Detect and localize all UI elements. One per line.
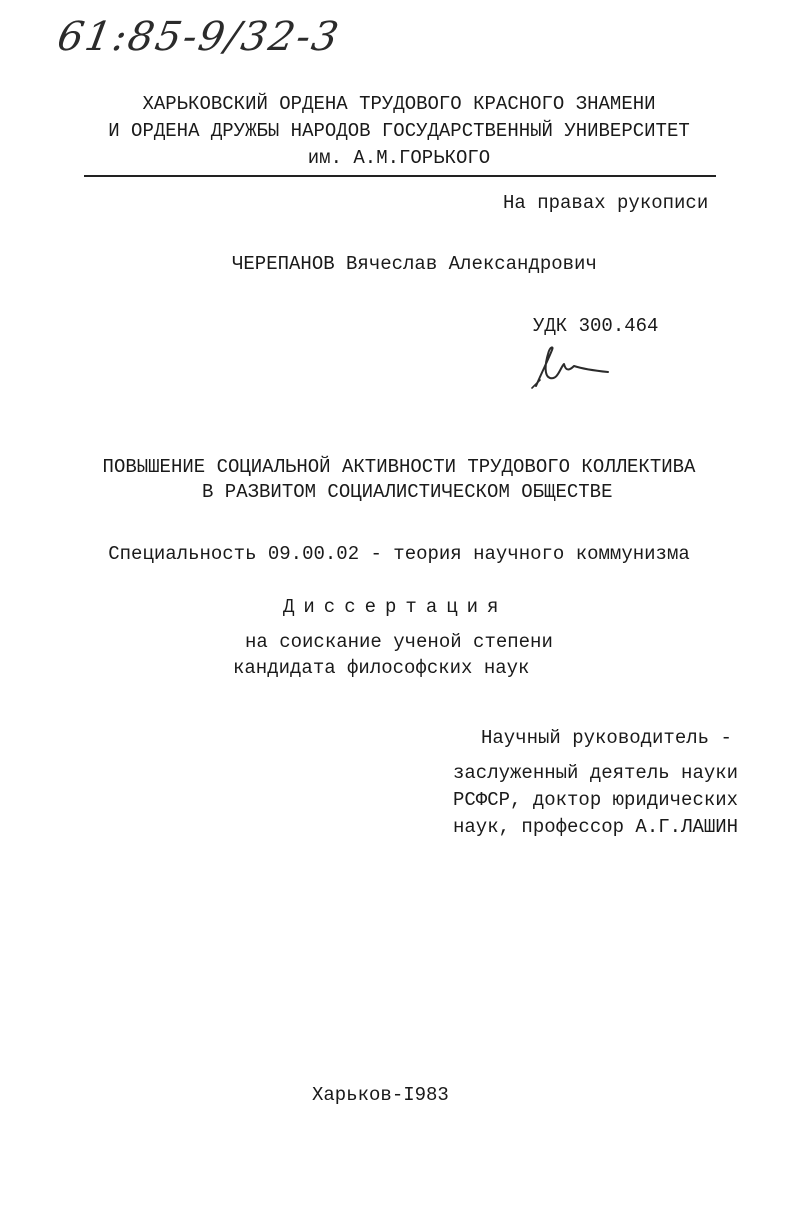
university-line-1: ХАРЬКОВСКИЙ ОРДЕНА ТРУДОВОГО КРАСНОГО ЗНАМЕНИ [142,93,656,115]
supervisor-line-4: наук, профессор А.Г.ЛАШИН [453,816,739,838]
udc-code: УДК 300.464 [533,315,659,337]
university-line-2: И ОРДЕНА ДРУЖБЫ НАРОДОВ ГОСУДАРСТВЕННЫЙ УНИВЕРСИТЕТ [108,120,690,142]
author-name: ЧЕРЕПАНОВ Вячеслав Александрович [232,253,597,275]
header-divider [84,175,716,177]
archive-code-handwritten: 61:85-9/32-3 [53,14,344,60]
specialty-line: Специальность 09.00.02 - теория научного коммунизма [108,543,690,565]
dissertation-title-line-1: ПОВЫШЕНИЕ СОЦИАЛЬНОЙ АКТИВНОСТИ ТРУДОВОГО КОЛЛЕКТИВА [102,456,696,478]
dissertation-title-line-2: В РАЗВИТОМ СОЦИАЛИСТИЧЕСКОМ ОБЩЕСТВЕ [202,481,613,503]
dissertation-word: Диссертация [283,596,508,618]
university-line-3: им. А.М.ГОРЬКОГО [307,147,491,169]
degree-line-2: кандидата философских наук [233,657,530,679]
place-and-year: Харьков-I983 [312,1084,449,1106]
manuscript-rights-note: На правах рукописи [503,192,709,214]
signature-scribble [530,342,610,392]
supervisor-label: Научный руководитель - [481,727,732,749]
supervisor-line-2: заслуженный деятель науки [453,762,739,784]
degree-line-1: на соискание ученой степени [245,631,553,653]
supervisor-line-3: РСФСР, доктор юридических [453,789,739,811]
